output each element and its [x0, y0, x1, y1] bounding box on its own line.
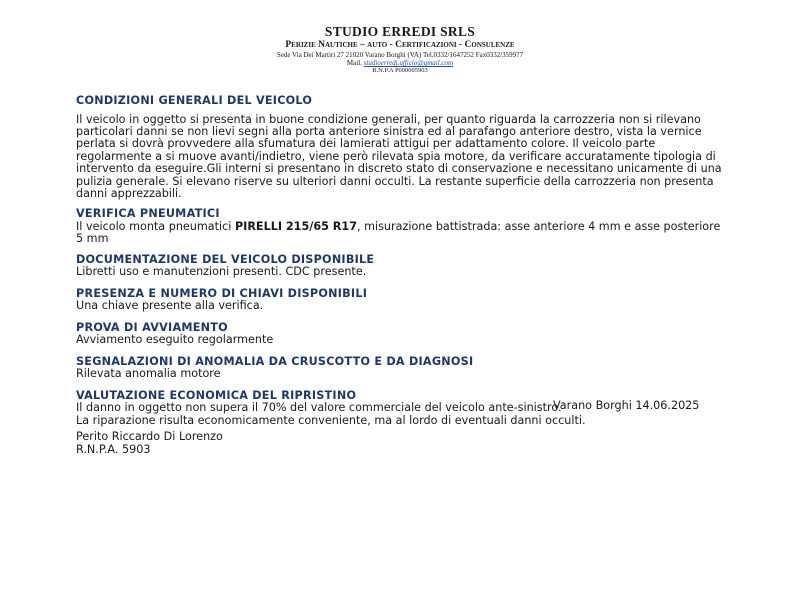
heading-chiavi: PRESENZA E NUMERO DI CHIAVI DISPONIBILI — [76, 286, 368, 300]
text-condizioni: Il veicolo in oggetto si presenta in buone condizione generali, per quanto riguarda la carrozzeria non si rilevano particolari danni se non lievi segni alla porta anteriore sinistra ed al parafango anteriore destro, vista la vernice perlata si dovrà provvedere alla sfumatura dei lamierati attigui per adattamento colore. Il veicolo parte regolarmente a si muove avanti/indietro, viene però rilevata spia motore, da verificare accuratamente tipologia di intervento da eseguire.Gli interni si presentano in discreto stato di conservazione e necessitano unicamente di una pulizia generale. Si elevano riserve su ulteriori danni occulti. La restante superficie della carrozzeria non presenta danni apprezzabili. — [76, 112, 722, 201]
place-date: Varano Borghi 14.06.2025 — [553, 399, 700, 412]
signature-block — [76, 431, 223, 456]
mail-label: Mail — [346, 59, 361, 67]
tyre-model: PIRELLI 215/65 R17 — [234, 220, 357, 234]
tyre-text-after: , misurazione battistrada: asse anteriore 4 mm e asse posteriore 5 mm — [76, 220, 721, 246]
text-anomalie: Rilevata anomalia motore — [76, 367, 221, 381]
report-body — [76, 95, 726, 427]
signer-rnpa: R.N.P.A. 5903 — [76, 442, 151, 456]
text-avviamento: Avviamento eseguito regolarmente — [76, 333, 274, 347]
company-name: STUDIO ERREDI SRLS — [324, 24, 476, 39]
text-valutazione-2: La riparazione risulta economicamente conveniente, ma al lordo di eventuali danni occulti. — [76, 413, 586, 427]
text-documentazione: Libretti uso e manutenzioni presenti. CDC presente. — [76, 265, 367, 279]
tyre-text-before: Il veicolo monta pneumatici — [76, 220, 235, 234]
text-valutazione-1: Il danno in oggetto non supera il 70% del valore commerciale del veicolo ante-sinistro. — [76, 401, 562, 415]
address-line: Sede Via Dei Martiri 27 21020 Varano Borghi (VA) Tel.0332/1647252 Fax0332/359977 — [276, 51, 524, 59]
heading-condizioni: CONDIZIONI GENERALI DEL VEICOLO — [76, 94, 313, 107]
heading-valutazione: VALUTAZIONE ECONOMICA DEL RIPRISTINO — [76, 388, 357, 402]
heading-avviamento: PROVA DI AVVIAMENTO — [76, 320, 228, 334]
heading-documentazione: DOCUMENTAZIONE DEL VEICOLO DISPONIBILE — [76, 252, 375, 266]
signer-name: Perito Riccardo Di Lorenzo — [76, 430, 223, 443]
heading-pneumatici: VERIFICA PNEUMATICI — [76, 207, 220, 221]
mail-line: Mail. studioerredi.ufficio@gmail.com — [346, 59, 454, 67]
services-line: Perizie Nautiche – auto - Certificazioni - Consulenze — [285, 40, 515, 50]
text-chiavi: Una chiave presente alla verifica. — [76, 299, 264, 313]
letterhead — [0, 24, 800, 75]
mail-link[interactable]: studioerredi.ufficio@gmail.com — [363, 59, 454, 67]
company-rnpa: R.N.P.A P000005903 — [372, 67, 428, 74]
text-pneumatici — [76, 221, 726, 246]
heading-anomalie: SEGNALAZIONI DI ANOMALIA DA CRUSCOTTO E DA DIAGNOSI — [76, 354, 474, 368]
